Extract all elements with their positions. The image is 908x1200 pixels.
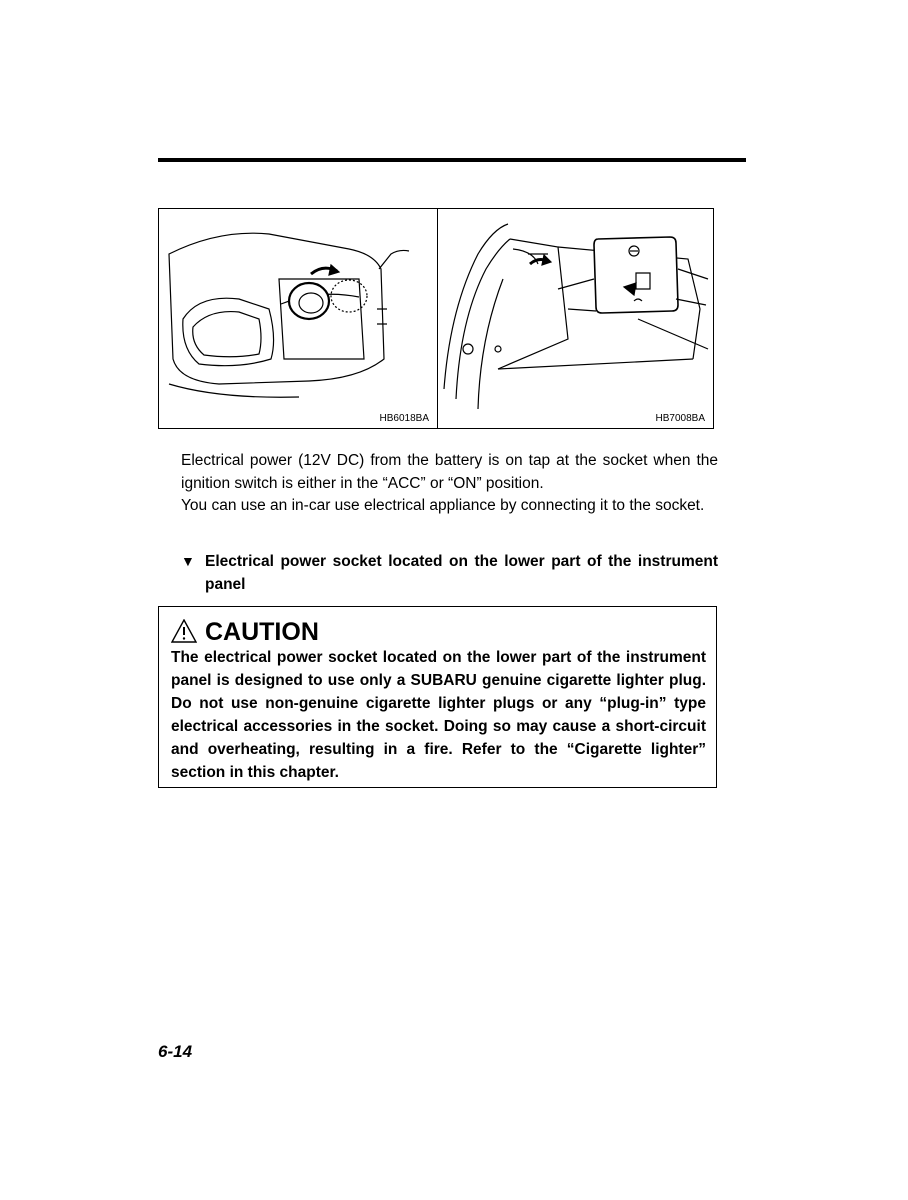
triangle-marker-icon: ▼ <box>181 553 195 569</box>
warning-triangle-icon <box>171 619 197 643</box>
figure-trunk-socket <box>438 209 713 428</box>
caution-box <box>158 606 717 788</box>
trunk-socket-illustration <box>438 209 713 430</box>
instrument-panel-socket-illustration <box>159 209 437 430</box>
subheading-text: Electrical power socket located on the lower part of the instrument panel <box>205 553 718 593</box>
section-subheading <box>181 550 718 596</box>
caution-title: CAUTION <box>205 618 319 646</box>
body-paragraph: Electrical power (12V DC) from the battery is on tap at the socket when the ignition switch is either in the “ACC” or “ON” position. <box>181 452 718 492</box>
header-rule <box>158 158 746 162</box>
body-paragraph: You can use an in-car use electrical appliance by connecting it to the socket. <box>181 497 705 514</box>
caution-text: The electrical power socket located on the lower part of the instrument panel is designed to use only a SUBARU genuine cigarette lighter plug. Do not use non-genuine cigarette lighter plugs or any “plug-in” type electrical accessories in the socket. Doing so may cause a short-circuit and overheating, resulting in a fire. Refer to the “Cigarette lighter” section in this chapter. <box>171 649 706 781</box>
page-number: 6-14 <box>158 1042 193 1061</box>
figure-box <box>158 208 714 429</box>
figure-instrument-panel-socket <box>159 209 437 428</box>
figure-code: HB7008BA <box>655 413 705 424</box>
figure-code: HB6018BA <box>379 413 429 424</box>
